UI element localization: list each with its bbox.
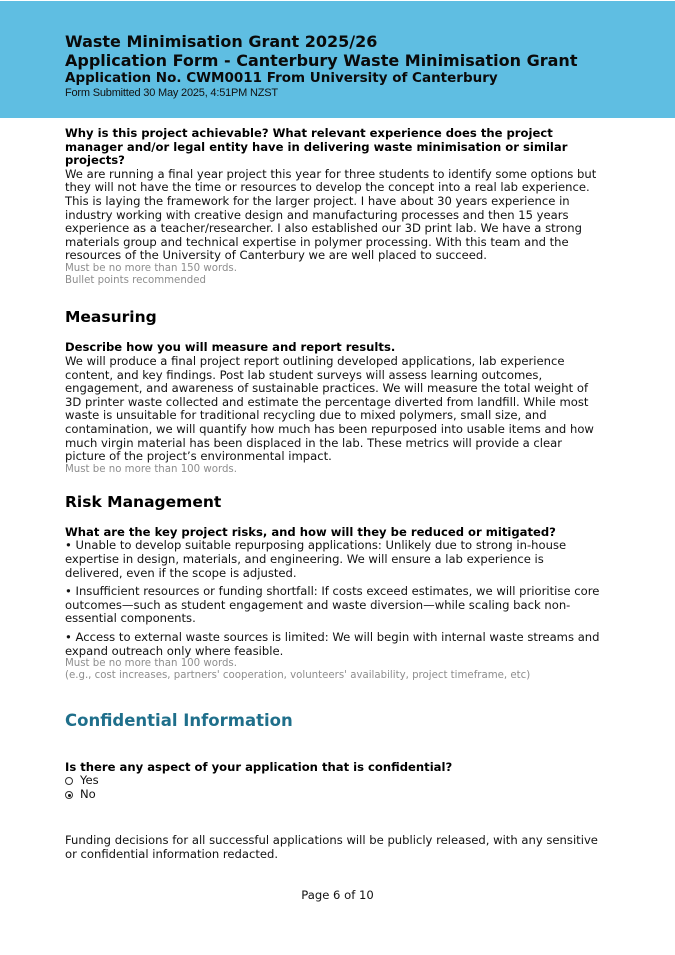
word-limit-hint: Must be no more than 100 words.	[65, 658, 237, 670]
measuring-section	[65, 308, 605, 476]
achievability-section	[65, 127, 605, 287]
confidential-heading: Confidential Information	[65, 710, 293, 730]
radio-unchecked-icon[interactable]	[65, 777, 73, 785]
grant-title: Waste Minimisation Grant 2025/26	[65, 32, 378, 51]
risk-heading: Risk Management	[65, 492, 222, 511]
measuring-heading: Measuring	[65, 308, 157, 327]
risk-bullet: • Unable to develop suitable repurposing applications: Unlikely due to strong in-house expertise in design, materials, and engineering. We will ensure a lab experience is delivered, even if the scope is adjusted.	[65, 538, 567, 580]
bullet-points-hint: Bullet points recommended	[65, 275, 206, 287]
page-number: Page 6 of 10	[301, 888, 374, 902]
risk-section	[65, 493, 605, 683]
confidential-note: Funding decisions for all successful applications will be publicly released, with any sensitive or confidential information redacted.	[65, 833, 598, 861]
radio-option-no[interactable]	[65, 788, 605, 802]
achievability-question: Why is this project achievable? What relevant experience does the project manager and/or legal entity have in delivering waste minimisation or similar projects?	[65, 126, 568, 168]
risk-examples-hint: (e.g., cost increases, partners' cooperation, volunteers' availability, project timeframe, etc)	[65, 670, 531, 682]
measuring-answer: We will produce a final project report outlining developed applications, lab experience content, and key findings. Post lab student surveys will assess learning outcomes, engagement, and awareness of sustainable practices. We will measure the total weight of 3D printer waste collected and estimate the percentage diverted from landfill. While most waste is unsuitable for traditional recycling due to mixed polymers, small size, and contamination, we will quantify how much has been repurposed into usable items and how much virgin material has been displaced in the lab. These metrics will provide a clear picture of the project’s environmental impact.	[65, 353, 594, 464]
achievability-answer: We are running a final year project this year for three students to identify some options but they will not have the time or resources to develop the concept into a real lab experience. This is laying the framework for the larger project. I have about 30 years experience in industry working with creative design and manufacturing processes and then 15 years experience as a teacher/researcher. I also established our 3D print lab. We have a strong materials group and technical expertise in polymer processing. With this team and the resources of the University of Canterbury we are well placed to succeed.	[65, 166, 597, 263]
risk-bullet: • Access to external waste sources is limited: We will begin with internal waste streams and expand outreach only where feasible.	[65, 630, 600, 658]
radio-option-yes[interactable]	[65, 774, 605, 788]
risk-question: What are the key project risks, and how will they be reduced or mitigated?	[65, 524, 556, 539]
form-header	[0, 1, 675, 118]
measuring-question: Describe how you will measure and report results.	[65, 340, 396, 355]
radio-label: No	[80, 787, 96, 802]
confidential-section	[65, 711, 605, 862]
submission-date: Form Submitted 30 May 2025, 4:51PM NZST	[65, 87, 278, 99]
form-title: Application Form - Canterbury Waste Minimisation Grant	[65, 51, 578, 70]
word-limit-hint: Must be no more than 100 words.	[65, 463, 237, 475]
application-number: Application No. CWM0011 From University of Canterbury	[65, 70, 498, 86]
radio-checked-icon[interactable]	[65, 791, 73, 799]
radio-label: Yes	[80, 773, 99, 788]
form-content	[65, 127, 605, 861]
risk-bullet: • Insufficient resources or funding shortfall: If costs exceed estimates, we will prioritise core outcomes—such as student engagement and waste diversion—while scaling back non-essential components.	[65, 584, 600, 626]
confidential-question: Is there any aspect of your application that is confidential?	[65, 759, 453, 774]
word-limit-hint: Must be no more than 150 words.	[65, 262, 237, 274]
